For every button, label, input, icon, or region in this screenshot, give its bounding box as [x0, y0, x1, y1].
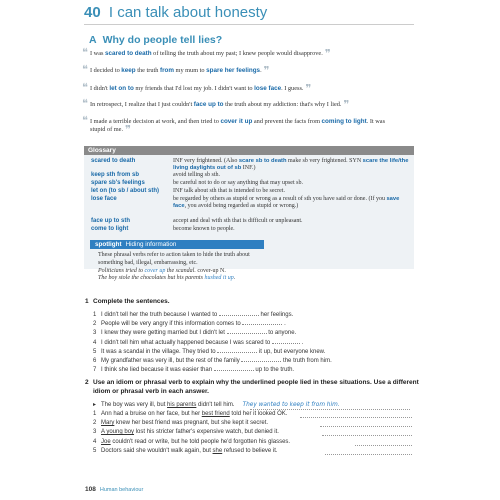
glossary-term: keep sth from sb — [91, 172, 140, 178]
item-number: 4 — [93, 438, 97, 445]
item-text: I knew they were getting married but I didn't let — [101, 330, 227, 337]
text-run: the truth about my addiction: that's why I lied. — [223, 101, 342, 108]
answer-blank[interactable] — [241, 356, 281, 362]
speech-bubble — [82, 81, 390, 95]
text-run: avoid telling sb sth. — [173, 172, 220, 178]
item-text-end: it up, but everyone knew. — [257, 348, 326, 355]
text-run: , you avoid being regarded as stupid or wrong.) — [184, 203, 299, 210]
item-number: 6 — [93, 358, 97, 364]
text-run: In retrospect, I realize that I just couldn't — [90, 101, 194, 108]
item-text: I didn't tell her the truth because I wanted to — [101, 312, 219, 318]
highlighted-phrase: save face — [173, 196, 400, 210]
spotlight-bar — [90, 240, 264, 249]
glossary-term: lose face — [91, 196, 117, 202]
highlighted-phrase: let on to — [109, 85, 134, 92]
exercise-1-item — [93, 338, 303, 347]
item-text: Ann had a bruise on her face, but her — [101, 411, 202, 417]
item-number: 1 — [93, 411, 97, 417]
answer-line[interactable] — [320, 426, 412, 427]
answer-line[interactable] — [250, 409, 410, 410]
item-text: lost his stricter father's expensive watch, but denied it. — [134, 429, 279, 436]
item-number: 2 — [93, 420, 97, 427]
exercise-1-item — [93, 328, 296, 337]
text-run: . I guess. — [281, 85, 304, 92]
exercise-2-item — [93, 420, 268, 427]
answer-blank[interactable] — [217, 347, 257, 353]
answer-blank[interactable] — [242, 319, 282, 325]
exercise-2-item — [93, 448, 278, 455]
text-run: I decided to — [90, 67, 122, 74]
exercise-1-item — [93, 356, 332, 365]
example-arrow-icon: ▸ — [93, 402, 97, 408]
exercise-number: 2 — [85, 379, 89, 386]
highlighted-phrase: coming to light — [321, 118, 367, 125]
item-number: 5 — [93, 447, 97, 454]
page-number: 108 — [85, 486, 96, 493]
text-run: accept and deal with sth that is difficult or unpleasant. — [173, 218, 303, 224]
example-text: The boy stole the chocolates but his parents — [98, 275, 205, 282]
item-text-end: the truth from him. — [281, 358, 332, 364]
highlighted-phrase: cover it up — [220, 118, 253, 125]
item-text-end: up to the truth. — [253, 367, 295, 374]
open-quote-icon: ❝ — [82, 63, 88, 76]
section-a-heading — [89, 34, 228, 46]
answer-line[interactable] — [300, 417, 412, 418]
text-run: and prevent the facts from — [252, 118, 322, 125]
section-letter: A — [89, 34, 97, 46]
text-run: the truth — [135, 67, 160, 74]
glossary-term: scared to death — [91, 158, 136, 164]
open-quote-icon: ❝ — [82, 81, 88, 94]
item-text-end: . — [299, 339, 304, 346]
answer-line[interactable] — [325, 454, 412, 455]
item-text: It was a scandal in the village. They tried to — [101, 348, 218, 355]
glossary-term: let on (to sb / about sth) — [91, 188, 159, 194]
glossary-definition — [173, 196, 411, 210]
item-text-end: . — [282, 321, 286, 328]
glossary-definition — [173, 218, 411, 225]
open-quote-icon: ❝ — [82, 114, 88, 127]
item-number: 5 — [93, 348, 97, 355]
item-text: refused to believe it. — [222, 447, 278, 454]
unit-title: I can talk about honesty — [108, 4, 268, 21]
item-text: couldn't read or write, but he told people he'd forgotten his glasses. — [110, 438, 291, 445]
exercise-1-item — [93, 310, 293, 319]
glossary-definition — [173, 226, 411, 233]
section-title: Why do people tell lies? — [102, 34, 223, 46]
glossary-definition — [173, 158, 411, 172]
text-run: make sb very frightened. SYN — [286, 158, 363, 164]
underlined-subject: Mary — [101, 420, 115, 427]
spotlight-text — [98, 252, 268, 283]
exercise-2-item — [93, 439, 290, 446]
speech-bubble — [82, 114, 390, 137]
answer-blank[interactable] — [227, 328, 267, 334]
item-text: knew her best friend was pregnant, but she kept it secret. — [114, 420, 269, 427]
glossary-definition — [173, 180, 411, 187]
spotlight-label: spotlight — [95, 241, 122, 248]
footer-topic: Human behaviour — [99, 487, 144, 493]
header-divider — [84, 24, 414, 25]
text-run: become known to people. — [173, 226, 235, 232]
answer-line[interactable] — [355, 445, 412, 446]
text-run: I was — [90, 50, 106, 57]
spotlight-description: These phrasal verbs refer to action taken to hide the truth about something bad, illegal, embarrassing, etc. — [98, 252, 250, 266]
close-quote-icon: ❞ — [343, 98, 350, 111]
glossary-definition — [173, 188, 411, 195]
example-highlight: cover up — [144, 267, 166, 274]
text-run: of telling the truth about my past; I knew people would disapprove. — [151, 50, 323, 57]
underlined-subject: his parents — [167, 402, 197, 408]
text-run: my mum to — [173, 67, 207, 74]
underlined-subject: Joe — [101, 438, 111, 445]
example-text: . — [233, 275, 236, 282]
text-run: be regarded by others as stupid or wrong as a result of sth you have said or done. (If you — [173, 196, 387, 202]
exercise-2-item — [93, 411, 287, 418]
item-number: 1 — [93, 312, 97, 318]
underlined-subject: she — [212, 447, 223, 454]
close-quote-icon: ❞ — [125, 123, 131, 137]
glossary-term: come to light — [91, 226, 129, 232]
highlighted-phrase: face up to — [193, 101, 224, 108]
exercise-number: 1 — [85, 298, 89, 305]
example-note: cover-up N. — [197, 267, 226, 274]
text-run: INF.) — [241, 165, 256, 172]
close-quote-icon: ❞ — [324, 47, 331, 60]
highlighted-phrase: scared to death — [105, 50, 152, 57]
text-run: INF very frightened. (Also — [173, 158, 239, 164]
example-highlight: hushed it up — [204, 275, 234, 282]
answer-blank[interactable] — [272, 338, 300, 344]
unit-header — [84, 4, 267, 21]
answer-blank[interactable] — [214, 365, 254, 371]
item-number: 3 — [93, 330, 97, 337]
answer-line[interactable] — [322, 435, 412, 436]
speech-bubble — [82, 46, 390, 60]
exercise-1-item — [93, 319, 286, 328]
underlined-subject: best friend — [201, 411, 230, 417]
answer-blank[interactable] — [219, 310, 259, 316]
open-quote-icon: ❝ — [82, 46, 88, 59]
item-text: People will be very angry if this information comes to — [101, 321, 243, 328]
text-run: . — [260, 67, 262, 74]
highlighted-phrase: scare the life/the living daylights out of sb — [173, 158, 409, 172]
spotlight-title: Hiding information — [125, 241, 177, 248]
example-answer: They wanted to keep it from him. — [242, 402, 340, 408]
item-text: didn't tell him. — [196, 402, 235, 408]
open-quote-icon: ❝ — [82, 97, 88, 110]
speech-bubble — [82, 63, 390, 77]
spotlight-example-1 — [98, 268, 268, 276]
item-text-end: to anyone. — [266, 330, 297, 337]
item-text: told her it looked OK. — [229, 411, 288, 417]
item-text: My grandfather was very ill, but the rest of the family — [101, 358, 242, 364]
glossary-term: face up to sth — [91, 218, 131, 224]
exercise-instruction: Complete the sentences. — [93, 298, 170, 305]
text-run: . It was stupid of me. — [90, 118, 386, 134]
glossary-title: Glossary — [84, 146, 414, 155]
text-run: INF talk about sth that is intended to be secret. — [173, 188, 285, 194]
example-text: the scandal. — [165, 267, 198, 274]
example-text: Politicians tried to — [98, 267, 145, 274]
item-text-end: her feelings. — [258, 312, 294, 318]
item-text: The boy was very ill, but — [101, 402, 168, 408]
item-number: 7 — [93, 367, 97, 374]
highlighted-phrase: keep — [121, 67, 136, 74]
text-run: be careful not to do or say anything that may upset sb. — [173, 180, 303, 186]
close-quote-icon: ❞ — [263, 64, 270, 77]
glossary-term: spare sb's feelings — [91, 180, 145, 186]
spotlight-example-2 — [98, 275, 268, 283]
underlined-subject: A young boy — [101, 429, 135, 436]
item-number: 2 — [93, 321, 97, 328]
item-text: I think she lied because it was easier than — [101, 367, 214, 374]
exercise-2-example — [93, 402, 340, 409]
item-number: 4 — [93, 339, 97, 346]
highlighted-phrase: spare her feelings — [206, 67, 261, 74]
item-text: I didn't tell him what actually happened because I was scared to — [101, 339, 272, 346]
highlighted-phrase: from — [159, 67, 174, 74]
highlighted-phrase: lose face — [254, 85, 282, 92]
item-number: 3 — [93, 429, 97, 436]
exercise-1-item — [93, 365, 294, 374]
exercise-2-item — [93, 429, 279, 436]
highlighted-phrase: scare sb to death — [238, 158, 287, 164]
speech-bubble — [82, 97, 390, 111]
close-quote-icon: ❞ — [305, 82, 312, 95]
glossary-definition — [173, 172, 411, 179]
exercise-1-item — [93, 347, 325, 356]
text-run: I didn't — [90, 85, 110, 92]
item-text: Doctors said she wouldn't walk again, but — [101, 447, 213, 454]
exercise-instruction: Use an idiom or phrasal verb to explain why the underlined people lied in these situations. Use a different idiom or phrasal verb in each answer. — [93, 379, 419, 395]
unit-number: 40 — [84, 4, 101, 21]
text-run: I made a terrible decision at work, and then tried to — [90, 118, 221, 125]
page-footer — [85, 486, 143, 493]
text-run: my friends that I'd lost my job. I didn't want to — [133, 85, 255, 92]
